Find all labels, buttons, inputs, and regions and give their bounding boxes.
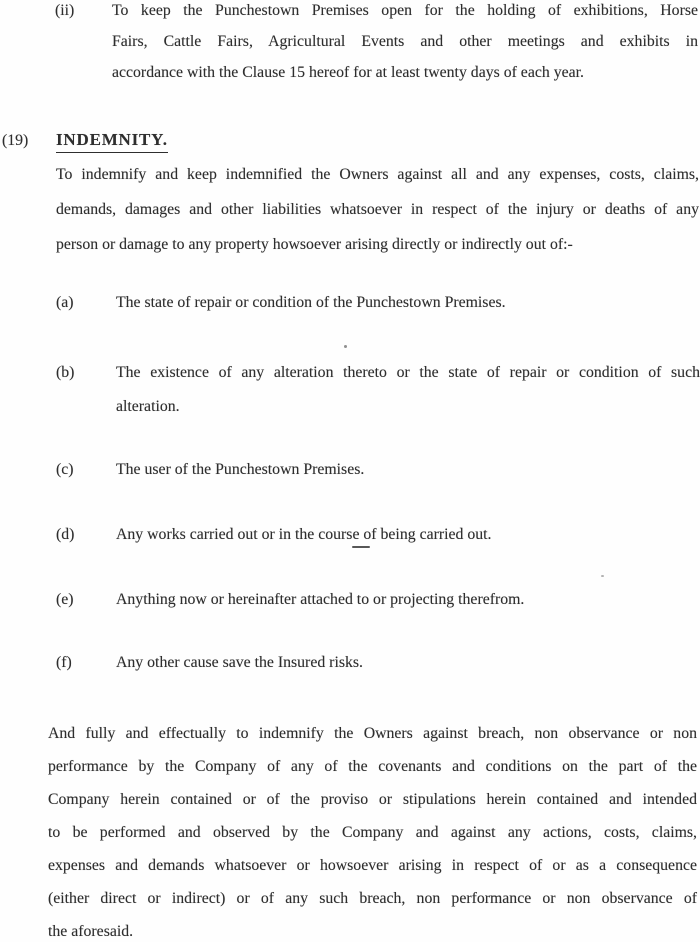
item-f-marker: (f) <box>56 654 72 671</box>
item-b-text: The existence of any alteration thereto or the state of repair or condition of such <box>116 364 700 381</box>
indemnity-heading: INDEMNITY. <box>56 129 168 153</box>
closing-line: performance by the Company of any of the covenants and conditions on the part of the <box>48 758 697 775</box>
closing-line: And fully and effectually to indemnify the Owners against breach, non observance or non <box>48 725 697 742</box>
indemnity-item-d <box>0 518 700 552</box>
indemnity-intro-line: person or damage to any property howsoever arising directly or indirectly out of:- <box>56 236 573 253</box>
clause-ii-marker: (ii) <box>55 2 75 19</box>
item-a-marker: (a) <box>56 294 74 311</box>
indemnity-intro-paragraph <box>0 157 700 262</box>
scan-artifact-dot <box>601 575 604 577</box>
indemnity-item-f <box>0 646 700 680</box>
clause-ii-line: accordance with the Clause 15 hereof for at least twenty days of each year. <box>112 64 584 81</box>
item-c-text: The user of the Punchestown Premises. <box>116 461 365 478</box>
closing-line: expenses and demands whatsoever or howsoever arising in respect of or as a consequence <box>48 857 697 874</box>
section-19-heading-row <box>0 129 700 153</box>
item-f-text: Any other cause save the Insured risks. <box>116 654 363 671</box>
indemnity-item-e <box>0 583 700 617</box>
closing-line: (either direct or indirect) or of any such breach, non performance or non observance of <box>48 890 697 907</box>
clause-ii-paragraph <box>0 0 700 88</box>
clause-ii-line: To keep the Punchestown Premises open for the holding of exhibitions, Horse <box>112 2 698 19</box>
item-d-marker: (d) <box>56 526 75 543</box>
scan-artifact-dot <box>344 345 347 348</box>
indemnity-intro-line: demands, damages and other liabilities whatsoever in respect of the injury or deaths of any <box>56 201 699 218</box>
item-d-text: Any works carried out or in the course of being carried out. <box>116 526 492 543</box>
item-b-marker: (b) <box>56 364 75 381</box>
closing-line: Company herein contained or of the proviso or stipulations herein contained and intended <box>48 791 697 808</box>
closing-line: the aforesaid. <box>48 923 134 940</box>
indemnity-intro-line: To indemnify and keep indemnified the Owners against all and any expenses, costs, claims, <box>56 166 699 183</box>
scan-artifact-underline <box>352 546 370 548</box>
item-a-text: The state of repair or condition of the Punchestown Premises. <box>116 294 506 311</box>
item-c-marker: (c) <box>56 461 74 478</box>
indemnity-item-b <box>0 356 700 424</box>
indemnity-item-c <box>0 453 700 487</box>
indemnity-closing-paragraph <box>0 717 700 942</box>
item-b-text: alteration. <box>116 398 180 415</box>
section-19-marker: (19) <box>2 132 29 149</box>
indemnity-item-a <box>0 286 700 320</box>
closing-line: to be performed and observed by the Company and against any actions, costs, claims, <box>48 824 697 841</box>
item-e-text: Anything now or hereinafter attached to or projecting therefrom. <box>116 591 525 608</box>
clause-ii-line: Fairs, Cattle Fairs, Agricultural Events and other meetings and exhibits in <box>112 33 698 50</box>
item-e-marker: (e) <box>56 591 74 608</box>
